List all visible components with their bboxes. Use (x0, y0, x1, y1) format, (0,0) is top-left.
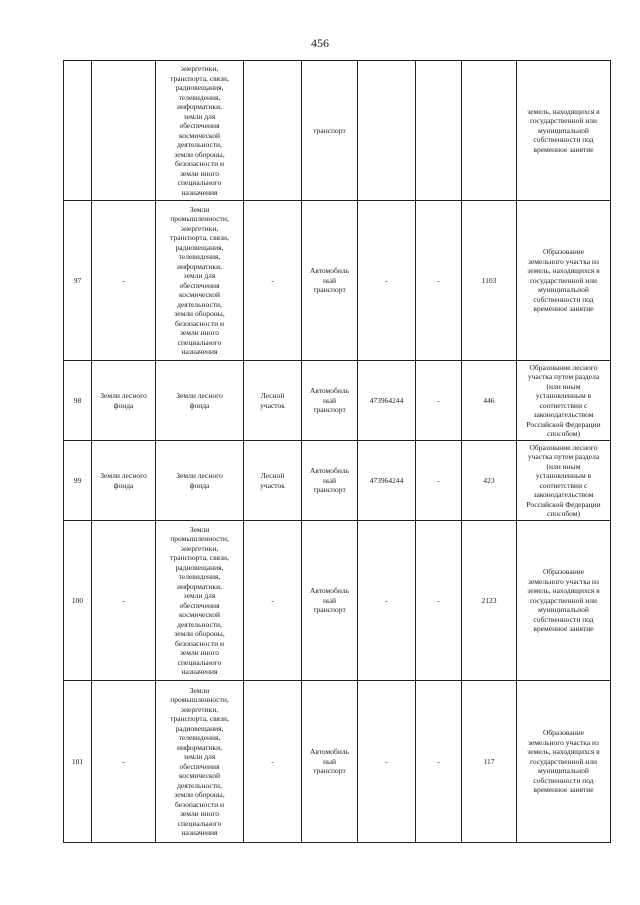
land-category-cell: - (92, 681, 156, 843)
land-category-2-cell: Земли промышленности, энергетики, транспорта, связи, радиовещания, телевидения, информатики, земли для обеспечения космической деятельности, земли обороны, безопасности и земли иного специального назначения (156, 681, 244, 843)
transport-cell: Автомобиль ный транспорт (302, 201, 358, 361)
row-number-cell (64, 61, 92, 201)
purpose-cell: Образование лесного участка путем раздела (или иным установленным в соответствии с законодательством Российской Федерации способом) (517, 441, 611, 521)
table-row (64, 521, 611, 681)
purpose-cell: Образование земельного участка из земель, находящихся в государственной или муниципальной собственности под временное занятие (517, 681, 611, 843)
dash-cell: - (416, 441, 462, 521)
table-row (64, 201, 611, 361)
row-number-cell: 99 (64, 441, 92, 521)
area-cell: 1103 (462, 201, 517, 361)
plot-type-cell: - (244, 681, 302, 843)
dash-cell: - (416, 521, 462, 681)
row-number-cell: 101 (64, 681, 92, 843)
purpose-cell: Образование земельного участка из земель, находящихся в государственной или муниципальной собственности под временное занятие (517, 521, 611, 681)
table-row (64, 681, 611, 843)
dash-cell: - (416, 361, 462, 441)
land-category-cell: Земли лесного фонда (92, 441, 156, 521)
plot-type-cell: - (244, 521, 302, 681)
land-register-table (63, 60, 611, 843)
area-cell: 117 (462, 681, 517, 843)
plot-type-cell: Лесной участок (244, 361, 302, 441)
land-category-2-cell: Земли промышленности, энергетики, транспорта, связи, радиовещания, телевидения, информатики, земли для обеспечения космической деятельности, земли обороны, безопасности и земли иного специального назначения (156, 521, 244, 681)
dash-cell (416, 61, 462, 201)
transport-cell: Автомобиль ный транспорт (302, 361, 358, 441)
purpose-cell: Образование лесного участка путем раздела (или иным установленным в соответствии с законодательством Российской Федерации способом) (517, 361, 611, 441)
row-number-cell: 100 (64, 521, 92, 681)
plot-type-cell: - (244, 201, 302, 361)
cadastral-number-cell: 473964244 (358, 361, 416, 441)
area-cell: 2123 (462, 521, 517, 681)
purpose-cell: земель, находящихся в государственной или муниципальной собственности под временное занятие (517, 61, 611, 201)
land-category-cell: - (92, 201, 156, 361)
dash-cell: - (416, 681, 462, 843)
table-row (64, 441, 611, 521)
transport-cell: Автомобиль ный транспорт (302, 521, 358, 681)
row-number-cell: 97 (64, 201, 92, 361)
cadastral-number-cell: - (358, 521, 416, 681)
area-cell: 446 (462, 361, 517, 441)
plot-type-cell: Лесной участок (244, 441, 302, 521)
land-category-2-cell: Земли промышленности, энергетики, транспорта, связи, радиовещания, телевидения, информатики, земли для обеспечения космической деятельности, земли обороны, безопасности и земли иного специального назначения (156, 201, 244, 361)
purpose-cell: Образование земельного участка из земель, находящихся в государственной или муниципальной собственности под временное занятие (517, 201, 611, 361)
area-cell (462, 61, 517, 201)
plot-type-cell (244, 61, 302, 201)
area-cell: 423 (462, 441, 517, 521)
transport-cell: Автомобиль ный транспорт (302, 681, 358, 843)
cadastral-number-cell: - (358, 201, 416, 361)
land-category-2-cell: энергетики, транспорта, связи, радиовещания, телевидения, информатики, земли для обеспечения космической деятельности, земли обороны, безопасности и земли иного специального назначения (156, 61, 244, 201)
table-row (64, 361, 611, 441)
transport-cell: транспорт (302, 61, 358, 201)
land-category-cell: - (92, 521, 156, 681)
cadastral-number-cell (358, 61, 416, 201)
land-category-2-cell: Земли лесного фонда (156, 361, 244, 441)
page-number: 456 (311, 36, 329, 50)
cadastral-number-cell: - (358, 681, 416, 843)
dash-cell: - (416, 201, 462, 361)
transport-cell: Автомобиль ный транспорт (302, 441, 358, 521)
row-number-cell: 98 (64, 361, 92, 441)
table-row (64, 61, 611, 201)
land-category-2-cell: Земли лесного фонда (156, 441, 244, 521)
land-category-cell: Земли лесного фонда (92, 361, 156, 441)
land-category-cell (92, 61, 156, 201)
cadastral-number-cell: 473964244 (358, 441, 416, 521)
